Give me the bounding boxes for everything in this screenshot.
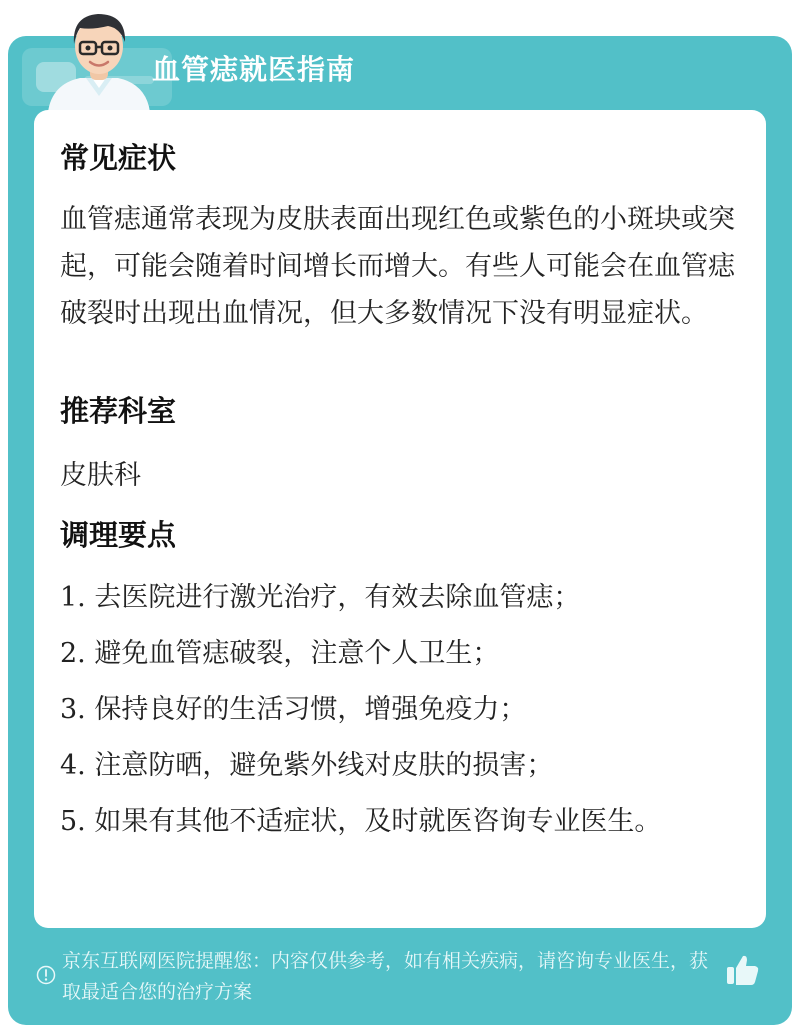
list-item: 5. 如果有其他不适症状，及时就医咨询专业医生。 bbox=[60, 806, 662, 837]
department-text: 皮肤科 bbox=[60, 460, 141, 491]
thumbs-up-icon[interactable] bbox=[724, 952, 760, 988]
list-item: 1. 去医院进行激光治疗，有效去除血管痣； bbox=[60, 582, 581, 613]
list-item: 4. 注意防晒，避免紫外线对皮肤的损害； bbox=[60, 750, 554, 781]
symptoms-heading: 常见症状 bbox=[60, 141, 177, 175]
disclaimer-text: 京东互联网医院提醒您：内容仅供参考，如有相关疾病，请咨询专业医生，获取最适合您的治疗方案 bbox=[62, 950, 709, 1003]
list-item: 2. 避免血管痣破裂，注意个人卫生； bbox=[60, 638, 500, 669]
care-list bbox=[60, 578, 740, 858]
doctor-avatar bbox=[40, 4, 158, 112]
symptoms-text: 血管痣通常表现为皮肤表面出现红色或紫色的小斑块或突起，可能会随着时间增长而增大。有些人可能会在血管痣破裂时出现出血情况，但大多数情况下没有明显症状。 bbox=[60, 204, 735, 329]
department-heading: 推荐科室 bbox=[60, 394, 177, 428]
content-panel bbox=[34, 110, 766, 928]
list-item: 3. 保持良好的生活习惯，增强免疫力； bbox=[60, 694, 527, 725]
page-title: 血管痣就医指南 bbox=[152, 53, 356, 86]
info-icon bbox=[36, 965, 56, 985]
care-heading: 调理要点 bbox=[60, 518, 177, 552]
